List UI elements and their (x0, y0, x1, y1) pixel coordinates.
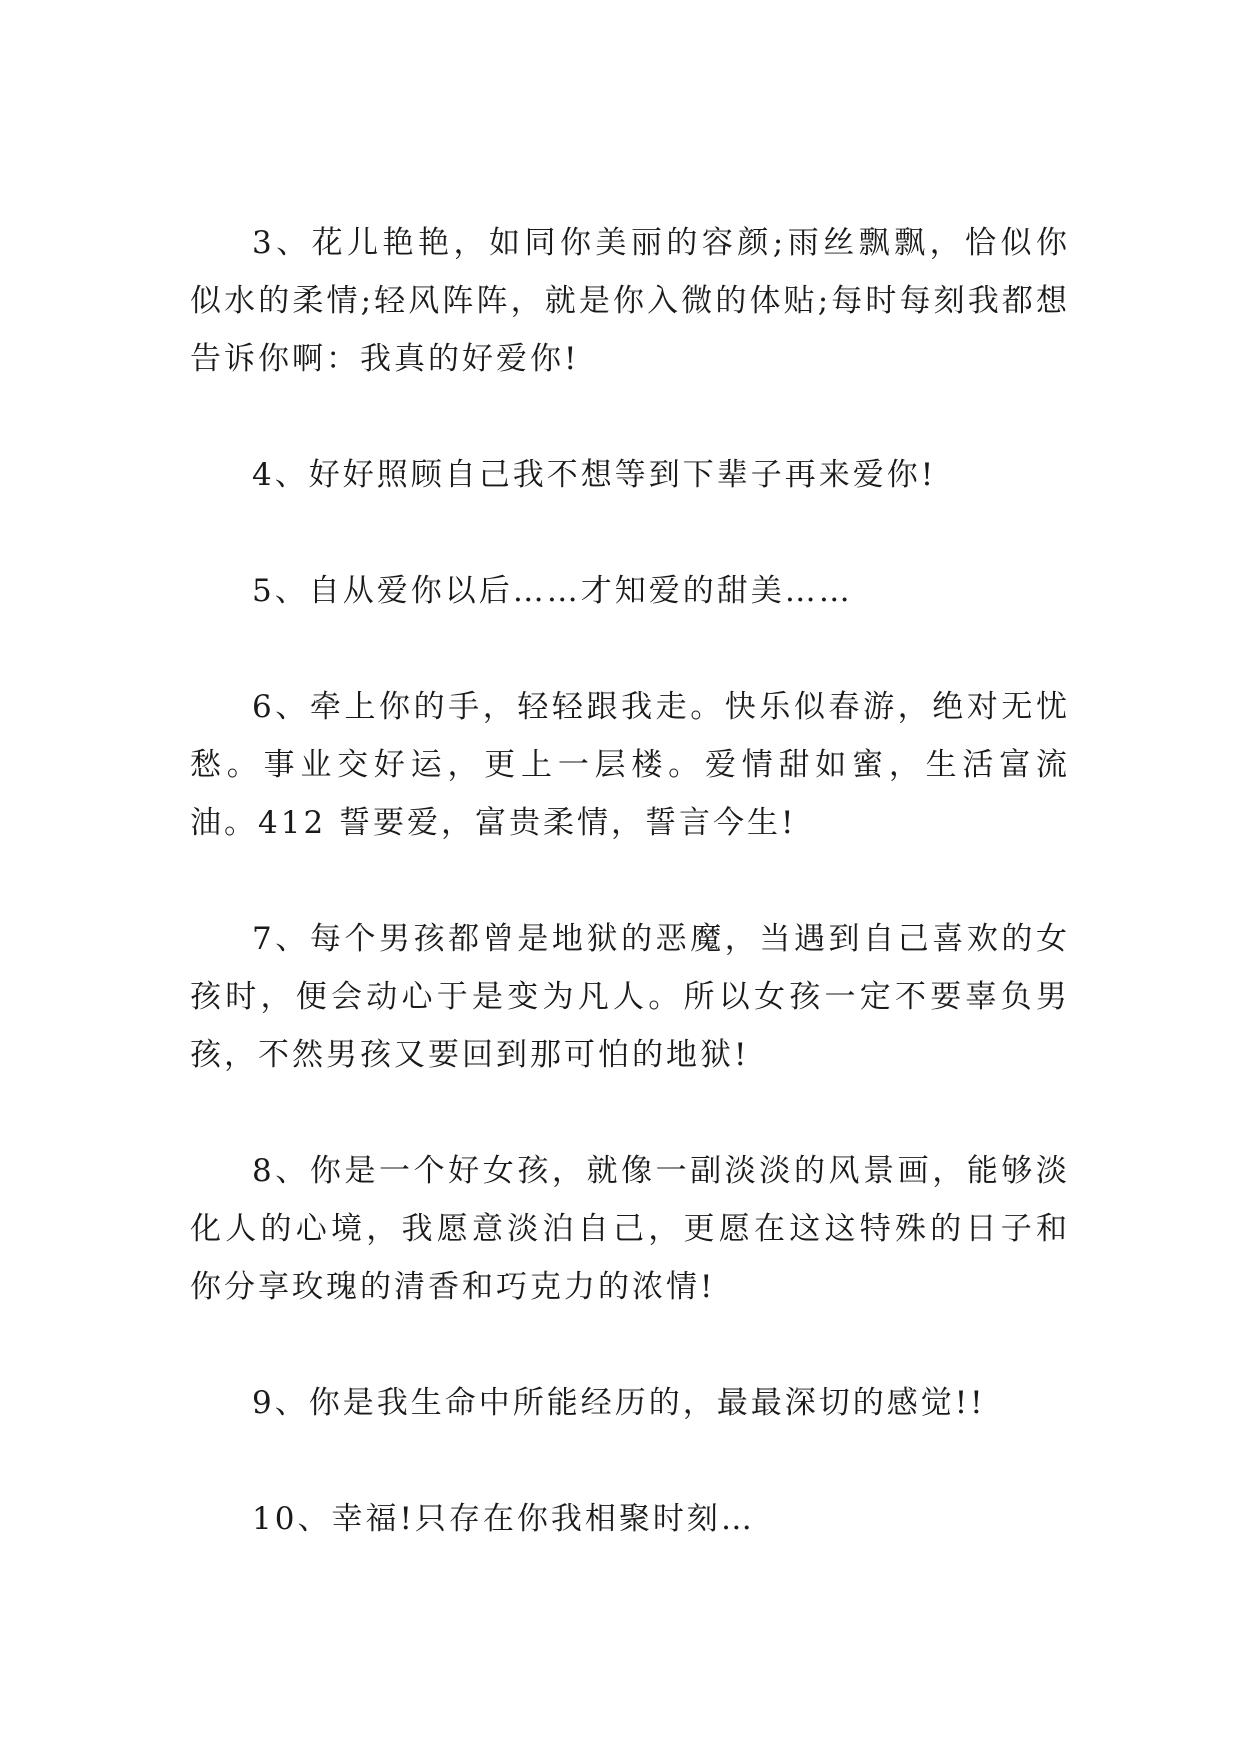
paragraph-7: 7、每个男孩都曾是地狱的恶魔，当遇到自己喜欢的女孩时，便会动心于是变为凡人。所以女孩一定不要辜负男孩，不然男孩又要回到那可怕的地狱! (190, 921, 1070, 1073)
document-body (190, 214, 1070, 1606)
paragraph-10: 10、幸福!只存在你我相聚时刻… (252, 1501, 755, 1537)
paragraph-3: 3、花儿艳艳，如同你美丽的容颜;雨丝飘飘，恰似你似水的柔情;轻风阵阵，就是你入微的体贴;每时每刻我都想告诉你啊：我真的好爱你! (190, 225, 1070, 377)
paragraph-8: 8、你是一个好女孩，就像一副淡淡的风景画，能够淡化人的心境，我愿意淡泊自己，更愿在这这特殊的日子和你分享玫瑰的清香和巧克力的浓情! (190, 1153, 1070, 1305)
paragraph-5: 5、自从爱你以后……才知爱的甜美…… (252, 573, 853, 609)
paragraph-4: 4、好好照顾自己我不想等到下辈子再来爱你! (252, 457, 937, 493)
paragraph-6: 6、牵上你的手，轻轻跟我走。快乐似春游，绝对无忧愁。事业交好运，更上一层楼。爱情甜如蜜，生活富流油。412 誓要爱，富贵柔情，誓言今生! (190, 689, 1070, 841)
paragraph-9: 9、你是我生命中所能经历的，最最深切的感觉!! (252, 1385, 986, 1421)
